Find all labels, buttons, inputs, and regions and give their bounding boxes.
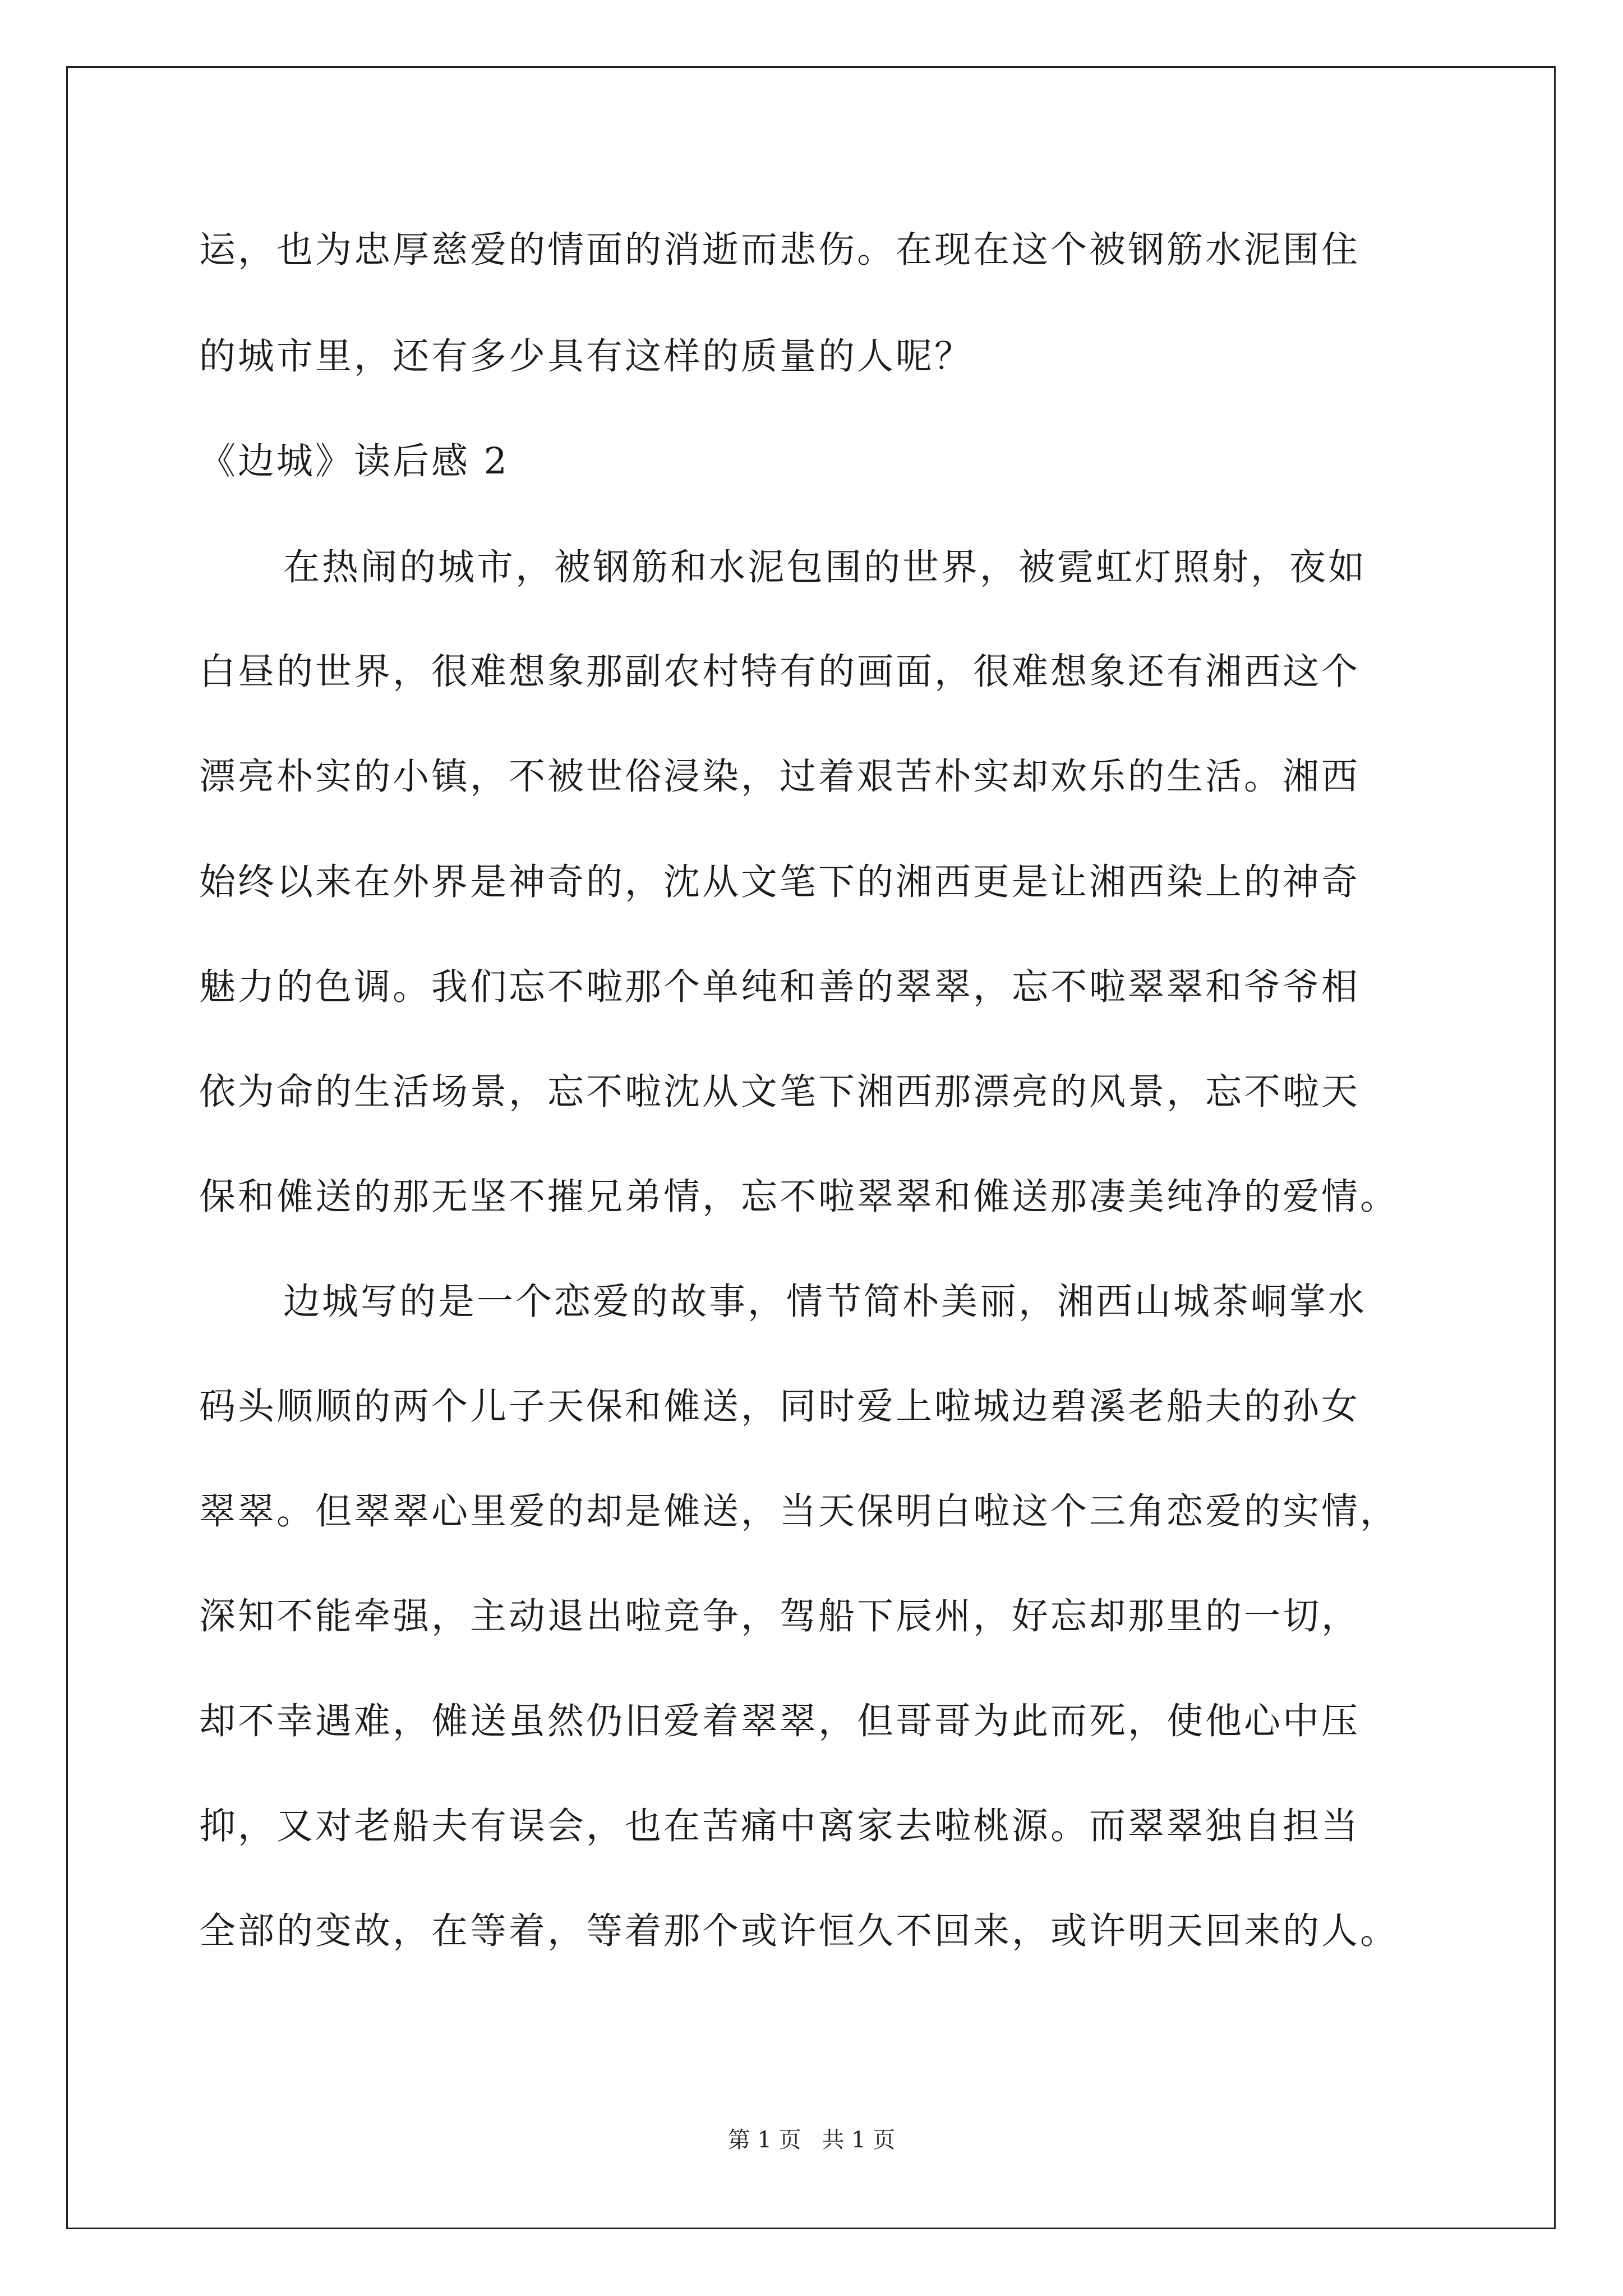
text-line: 深知不能牵强，主动退出啦竞争，驾船下辰州，好忘却那里的一切， [199,1595,1361,1637]
paragraph-first-line: 在热闹的城市，被钢筋和水泥包围的世界，被霓虹灯照射，夜如 [283,546,1367,588]
paragraph-first-line: 边城写的是一个恋爱的故事，情节简朴美丽，湘西山城茶峒掌水 [283,1281,1367,1323]
text-line: 的城市里，还有多少具有这样的质量的人呢？ [199,335,974,378]
text-line: 保和傩送的那无坚不摧兄弟情，忘不啦翠翠和傩送那凄美纯净的爱情。 [199,1176,1399,1218]
text-line: 依为命的生活场景，忘不啦沈从文笔下湘西那漂亮的风景，忘不啦天 [199,1071,1361,1113]
page-total: 共 1 页 [822,2127,896,2153]
text-line: 翠翠。但翠翠心里爱的却是傩送，当天保明白啦这个三角恋爱的实情， [199,1490,1399,1533]
text-line: 抑，又对老船夫有误会，也在苦痛中离家去啦桃源。而翠翠独自担当 [199,1805,1361,1847]
page-border [66,66,1556,2229]
page-footer [0,2126,1623,2154]
text-line: 码头顺顺的两个儿子天保和傩送，同时爱上啦城边碧溪老船夫的孙女 [199,1386,1361,1428]
section-heading: 《边城》读后感 2 [199,440,510,482]
text-line: 魅力的色调。我们忘不啦那个单纯和善的翠翠，忘不啦翠翠和爷爷相 [199,966,1361,1008]
text-line: 运，也为忠厚慈爱的情面的消逝而悲伤。在现在这个被钢筋水泥围住 [199,229,1361,271]
text-line: 始终以来在外界是神奇的，沈从文笔下的湘西更是让湘西染上的神奇 [199,861,1361,903]
text-line: 却不幸遇难，傩送虽然仍旧爱着翠翠，但哥哥为此而死，使他心中压 [199,1700,1361,1742]
text-line: 全部的变故，在等着，等着那个或许恒久不回来，或许明天回来的人。 [199,1910,1399,1952]
text-line: 漂亮朴实的小镇，不被世俗浸染，过着艰苦朴实却欢乐的生活。湘西 [199,756,1361,798]
text-line: 白昼的世界，很难想象那副农村特有的画面，很难想象还有湘西这个 [199,651,1361,693]
page-number: 第 1 页 [727,2127,801,2153]
